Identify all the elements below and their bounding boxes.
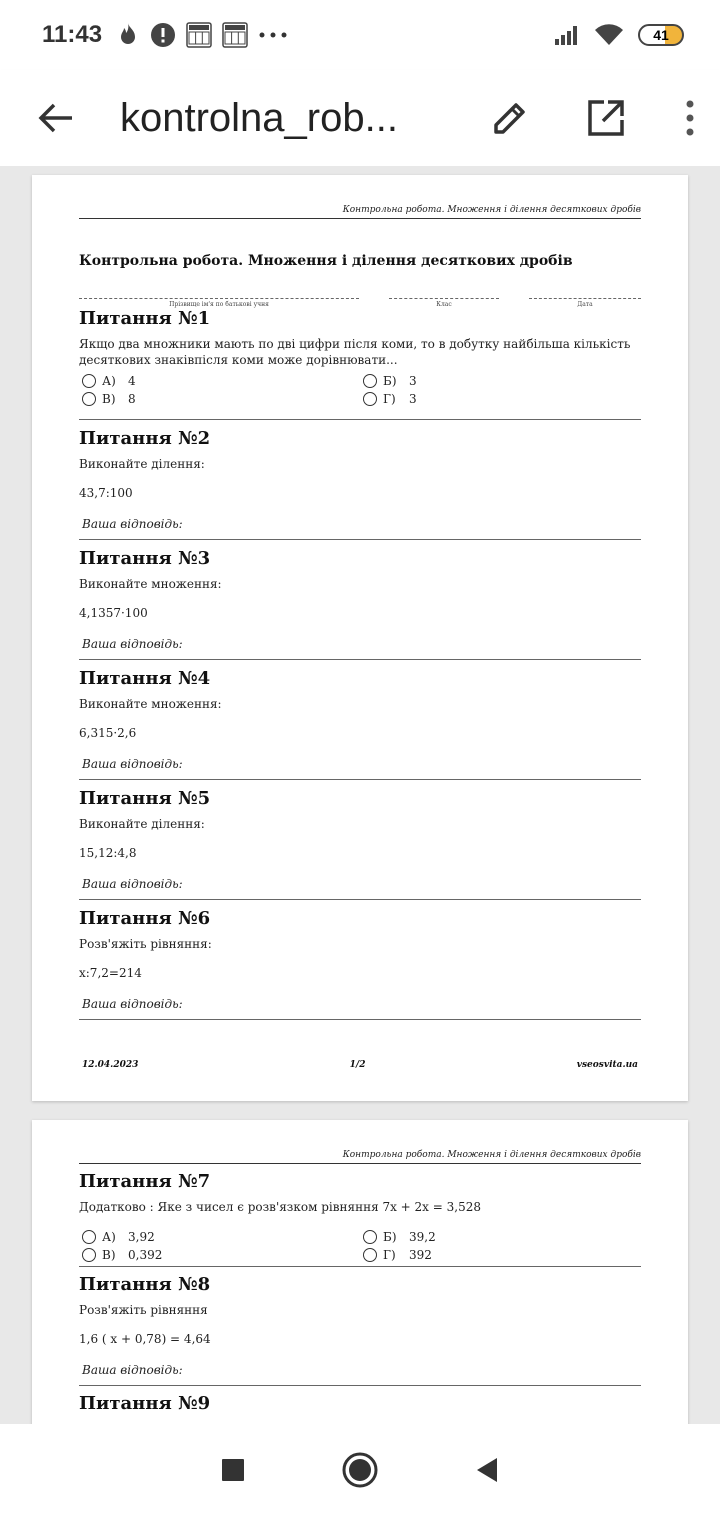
pencil-icon xyxy=(490,98,530,138)
divider xyxy=(79,779,641,780)
divider xyxy=(79,899,641,900)
question-heading: Питання №6 xyxy=(79,908,211,929)
triangle-left-icon xyxy=(475,1456,499,1484)
divider xyxy=(79,1019,641,1020)
question-expression: 4,1357·100 xyxy=(79,606,148,620)
running-header: Контрольна робота. Множення і ділення десяткових дробів xyxy=(79,1150,641,1164)
option-a[interactable]: А) 4 xyxy=(82,374,360,388)
student-info-fields xyxy=(79,298,641,308)
question-expression: 15,12:4,8 xyxy=(79,846,137,860)
question-expression: 43,7:100 xyxy=(79,486,133,500)
answer-label: Ваша відповідь: xyxy=(82,757,183,771)
document-title: kontrolna_rob... xyxy=(120,95,398,140)
more-options-button[interactable] xyxy=(665,93,715,143)
class-field: Клас xyxy=(389,298,499,308)
option-g[interactable]: Г) 392 xyxy=(363,1248,641,1262)
divider xyxy=(79,539,641,540)
page-footer xyxy=(79,1060,641,1070)
back-button[interactable] xyxy=(34,96,78,140)
battery-indicator xyxy=(638,24,684,46)
question-text: Виконайте множення: xyxy=(79,577,222,591)
answer-label: Ваша відповідь: xyxy=(82,517,183,531)
question-expression: 6,315·2,6 xyxy=(79,726,137,740)
question-text: Якщо два множники мають по дві цифри після коми, то в добутку найбільша кількість десяткових знаківпісля коми може дорівнювати... xyxy=(79,337,631,367)
option-v[interactable]: В) 0,392 xyxy=(82,1248,360,1262)
battery-level: 41 xyxy=(653,27,669,43)
flame-icon xyxy=(116,22,140,48)
alert-icon xyxy=(150,22,176,48)
question-heading: Питання №5 xyxy=(79,788,211,809)
slot-machine-icon xyxy=(222,22,248,48)
option-b[interactable]: Б) 3 xyxy=(363,374,641,388)
edit-button[interactable] xyxy=(485,93,535,143)
open-in-new-icon xyxy=(586,98,626,138)
date-field: Дата xyxy=(529,298,641,308)
more-vert-icon xyxy=(685,100,695,136)
question-heading: Питання №7 xyxy=(79,1171,211,1192)
circle-icon xyxy=(341,1451,379,1489)
status-time: 11:43 xyxy=(42,21,103,48)
signal-icon xyxy=(554,24,580,46)
open-external-button[interactable] xyxy=(581,93,631,143)
more-notifications-icon xyxy=(258,30,288,40)
answer-label: Ваша відповідь: xyxy=(82,997,183,1011)
question-text: Додатково : Яке з чисел є розв'язком рівняння 7x + 2x = 3,528 xyxy=(79,1200,481,1214)
question-text: Виконайте множення: xyxy=(79,697,222,711)
divider xyxy=(79,1266,641,1267)
answer-label: Ваша відповідь: xyxy=(82,1363,183,1377)
divider xyxy=(79,419,641,420)
footer-page-number: 1/2 xyxy=(349,1060,366,1070)
question-expression: x:7,2=214 xyxy=(79,966,142,980)
question-text: Розв'яжіть рівняння xyxy=(79,1303,208,1317)
student-name-field: Прізвище ім'я по батькові учня xyxy=(79,298,359,308)
notification-icons xyxy=(116,22,288,48)
app-bar xyxy=(0,70,720,166)
divider xyxy=(79,1385,641,1386)
running-header: Контрольна робота. Множення і ділення десяткових дробів xyxy=(79,205,641,219)
slot-machine-icon xyxy=(186,22,212,48)
question-expression: 1,6 ( x + 0,78) = 4,64 xyxy=(79,1332,211,1346)
document-page xyxy=(32,175,688,1101)
answer-options xyxy=(79,1230,641,1262)
document-viewer[interactable] xyxy=(0,166,720,1424)
question-text: Виконайте ділення: xyxy=(79,817,205,831)
option-v[interactable]: В) 8 xyxy=(82,392,360,406)
status-bar xyxy=(0,0,720,70)
answer-label: Ваша відповідь: xyxy=(82,877,183,891)
question-text: Виконайте ділення: xyxy=(79,457,205,471)
home-button[interactable] xyxy=(341,1451,379,1493)
radio-button[interactable] xyxy=(363,1248,377,1262)
radio-button[interactable] xyxy=(82,374,96,388)
system-nav-bar xyxy=(0,1424,720,1520)
back-nav-button[interactable] xyxy=(475,1456,499,1488)
option-a[interactable]: А) 3,92 xyxy=(82,1230,360,1244)
option-b[interactable]: Б) 39,2 xyxy=(363,1230,641,1244)
question-heading: Питання №2 xyxy=(79,428,211,449)
question-heading: Питання №3 xyxy=(79,548,211,569)
radio-button[interactable] xyxy=(82,1248,96,1262)
question-heading: Питання №4 xyxy=(79,668,211,689)
question-text: Розв'яжіть рівняння: xyxy=(79,937,212,951)
wifi-icon xyxy=(594,23,624,47)
test-title: Контрольна робота. Множення і ділення десяткових дробів xyxy=(79,253,573,269)
square-icon xyxy=(221,1458,245,1482)
answer-options xyxy=(79,374,641,406)
answer-label: Ваша відповідь: xyxy=(82,637,183,651)
document-page xyxy=(32,1120,688,1424)
question-heading: Питання №9 xyxy=(79,1393,211,1414)
radio-button[interactable] xyxy=(82,1230,96,1244)
radio-button[interactable] xyxy=(363,1230,377,1244)
question-heading: Питання №8 xyxy=(79,1274,211,1295)
question-heading: Питання №1 xyxy=(79,308,211,329)
radio-button[interactable] xyxy=(82,392,96,406)
radio-button[interactable] xyxy=(363,374,377,388)
option-g[interactable]: Г) 3 xyxy=(363,392,641,406)
arrow-left-icon xyxy=(38,102,74,134)
footer-date: 12.04.2023 xyxy=(82,1060,139,1070)
recents-button[interactable] xyxy=(221,1458,245,1486)
radio-button[interactable] xyxy=(363,392,377,406)
footer-site: vseosvita.ua xyxy=(576,1060,638,1070)
divider xyxy=(79,659,641,660)
